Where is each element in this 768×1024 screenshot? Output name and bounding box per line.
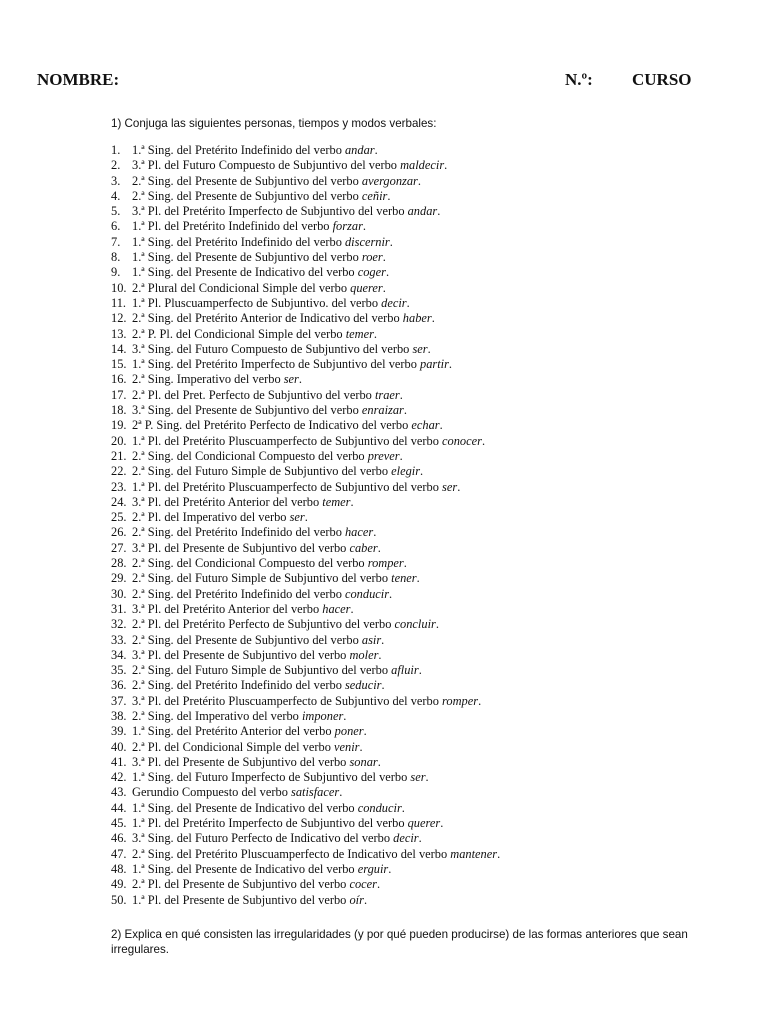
item-verb: ser [412,341,428,356]
item-verb: echar [411,418,440,433]
item-number: 9. [111,265,121,280]
item-number: 5. [111,204,121,219]
item-text: 1.ª Pl. del Pretérito Pluscuamperfecto de Subjuntivo del verbo [132,433,443,448]
item-text: 2.ª Sing. del Futuro Simple de Subjuntivo del verbo [132,571,392,586]
item-text: 2.ª Sing. Imperativo del verbo [132,372,284,387]
item-number: 34. [111,647,127,662]
item-end: . [381,678,385,693]
item-verb: querer [350,280,383,295]
item-number: 30. [111,586,127,601]
item-verb: hacer [322,601,351,616]
item-number: 33. [111,632,127,647]
item-end: . [385,265,390,280]
item-text: 2.ª Sing. del Condicional Compuesto del verbo [132,448,368,463]
item-number: 20. [111,433,127,448]
list-item [111,372,691,387]
item-verb: maldecir [400,158,445,173]
item-verb: asir [361,632,382,647]
item-verb: forzar [332,219,363,234]
item-text: 2.ª Pl. del Condicional Simple del verbo [132,739,334,754]
item-text: 2.ª Pl. del Pret. Perfecto de Subjuntivo del verbo [132,387,375,402]
list-item [111,755,691,770]
item-end: . [343,708,347,723]
list-item [111,801,691,816]
item-text: 2.ª Sing. del Futuro Simple de Subjuntivo del verbo [132,663,392,678]
item-text: 2.ª Pl. del Pretérito Perfecto de Subjuntivo del verbo [132,617,395,632]
item-number: 26. [111,525,127,540]
item-text: 1.ª Sing. del Presente de Subjuntivo del verbo [132,250,362,265]
item-end: . [418,663,422,678]
list-item [111,296,691,311]
item-end: . [362,219,367,234]
item-number: 44. [111,800,127,815]
list-item [111,633,691,648]
list-item [111,464,691,479]
item-text: 2.ª Sing. del Presente de Subjuntivo del verbo [132,632,362,647]
item-number: 18. [111,403,127,418]
item-number: 45. [111,816,127,831]
item-verb: ser [289,510,305,525]
list-item [111,724,691,739]
item-text: 3.ª Pl. del Pretérito Anterior del verbo [132,601,323,616]
item-number: 10. [111,280,127,295]
item-number: 48. [111,861,127,876]
list-item [111,816,691,831]
item-text: 3.ª Sing. del Presente de Subjuntivo del verbo [132,403,362,418]
item-end: . [373,525,377,540]
item-verb: satisfacer [291,785,340,800]
item-text: 3.ª Pl. del Presente de Subjuntivo del verbo [132,754,350,769]
item-verb: conducir [344,586,390,601]
item-end: . [339,785,343,800]
item-text: 2.ª Sing. del Pretérito Indefinido del verbo [132,586,345,601]
item-verb: enraizar [361,403,404,418]
item-verb: prever [367,448,400,463]
exercise-list [111,143,691,908]
list-item [111,403,691,418]
item-verb: conocer [442,433,482,448]
item-text: 1.ª Sing. del Pretérito Indefinido del verbo [132,143,345,157]
item-verb: roer [361,250,383,265]
item-end: . [389,586,393,601]
item-end: . [457,479,461,494]
item-text: 2.ª P. Pl. del Condicional Simple del verbo [132,326,346,341]
item-number: 38. [111,708,127,723]
item-number: 27. [111,540,127,555]
item-verb: decir [381,295,407,310]
item-text: 3.ª Pl. del Presente de Subjuntivo del verbo [132,647,350,662]
item-number: 15. [111,357,127,372]
list-item [111,541,691,556]
item-number: 4. [111,188,121,203]
item-number: 28. [111,556,127,571]
list-item [111,694,691,709]
item-number: 29. [111,571,127,586]
list-item [111,556,691,571]
item-verb: hacer [344,525,374,540]
item-verb: seducir [344,678,382,693]
list-item [111,571,691,586]
list-item [111,143,691,158]
item-end: . [399,387,403,402]
curso-label: CURSO [632,70,692,89]
item-text: 2.ª Sing. del Pretérito Anterior de Indicativo del verbo [132,311,403,326]
item-end: . [425,770,429,785]
item-end: . [439,418,443,433]
item-end: . [435,617,439,632]
item-end: . [377,540,381,555]
item-text: 3.ª Sing. del Futuro Perfecto de Indicativo del verbo [132,831,394,846]
item-end: . [417,173,421,188]
instruction-1: 1) Conjuga las siguientes personas, tiempos y modos verbales: [111,117,437,130]
item-number: 11. [111,295,127,310]
item-number: 42. [111,770,127,785]
item-text: 3.ª Sing. del Futuro Compuesto de Subjuntivo del verbo [132,341,413,356]
item-number: 50. [111,892,127,907]
item-number: 3. [111,173,121,188]
item-verb: discernir [344,234,390,249]
item-text: 3.ª Pl. del Presente de Subjuntivo del verbo [132,540,350,555]
item-verb: ser [442,479,458,494]
item-verb: andar [407,204,438,219]
list-item [111,831,691,846]
item-text: 3.ª Pl. del Pretérito Pluscuamperfecto de Subjuntivo del verbo [132,693,443,708]
item-end: . [304,510,308,525]
list-item [111,449,691,464]
item-number: 39. [111,724,127,739]
item-text: 2.ª Sing. del Condicional Compuesto del verbo [132,556,368,571]
list-item [111,281,691,296]
item-number: 32. [111,617,127,632]
item-end: . [378,647,382,662]
list-item [111,158,691,173]
item-verb: ser [283,372,299,387]
item-end: . [420,464,424,479]
item-end: . [381,632,385,647]
item-number: 17. [111,387,127,402]
item-verb: querer [407,816,441,831]
list-item [111,204,691,219]
list-item [111,648,691,663]
item-verb: venir [334,739,360,754]
list-item [111,327,691,342]
item-number: 8. [111,250,121,265]
item-end: . [389,234,393,249]
item-text: 3.ª Pl. del Pretérito Anterior del verbo [132,494,323,509]
item-end: . [359,739,363,754]
header [37,70,697,90]
list-item [111,480,691,495]
item-end: . [427,341,431,356]
list-item [111,174,691,189]
list-item [111,587,691,602]
list-item [111,342,691,357]
item-number: 14. [111,341,127,356]
item-verb: romper [442,693,479,708]
item-end: . [350,601,354,616]
item-number: 46. [111,831,127,846]
list-item [111,617,691,632]
item-text: 1.ª Sing. del Pretérito Anterior del verbo [132,724,335,739]
item-number: 41. [111,754,127,769]
list-item [111,250,691,265]
list-item [111,893,691,908]
item-text: 2.ª Sing. del Futuro Simple de Subjuntivo del verbo [132,464,392,479]
item-number: 19. [111,418,127,433]
item-text: 2.ª Sing. del Imperativo del verbo [132,708,302,723]
item-text: 1.ª Sing. del Presente de Indicativo del verbo [132,800,358,815]
list-item [111,847,691,862]
item-text: 3.ª Pl. del Futuro Compuesto de Subjuntivo del verbo [132,158,401,173]
list-item [111,219,691,234]
item-number: 22. [111,464,127,479]
item-end: . [377,877,381,892]
item-verb: caber [349,540,378,555]
list-item [111,434,691,449]
item-verb: oír [349,892,364,907]
item-end: . [399,448,403,463]
list-item [111,862,691,877]
item-end: . [377,754,381,769]
item-number: 31. [111,601,127,616]
list-item [111,235,691,250]
item-end: . [363,724,367,739]
item-text: 1.ª Sing. del Presente de Indicativo del verbo [132,861,358,876]
item-number: 13. [111,326,127,341]
item-end: . [497,846,501,861]
item-verb: andar [344,143,375,157]
item-text: 1.ª Pl. Pluscuamperfecto de Subjuntivo. del verbo [132,295,382,310]
item-verb: imponer [301,708,344,723]
item-verb: elegir [391,464,421,479]
item-text: 3.ª Pl. del Pretérito Imperfecto de Subjuntivo del verbo [132,204,408,219]
item-text: 2.ª Plural del Condicional Simple del verbo [132,280,351,295]
item-end: . [298,372,302,387]
item-verb: conducir [357,800,402,815]
item-number: 37. [111,693,127,708]
item-end: . [373,326,378,341]
item-end: . [388,861,392,876]
item-end: . [481,433,486,448]
list-item [111,265,691,280]
list-item [111,602,691,617]
item-verb: moler [349,647,379,662]
item-verb: temer [322,494,351,509]
list-item [111,877,691,892]
item-verb: partir [420,357,449,372]
item-number: 40. [111,739,127,754]
item-verb: mantener [450,846,498,861]
item-text: 1.ª Pl. del Pretérito Imperfecto de Subjuntivo del verbo [132,816,408,831]
item-end: . [403,403,407,418]
item-verb: ser [410,770,426,785]
item-number: 43. [111,785,127,800]
list-item [111,418,691,433]
item-end: . [387,188,391,203]
item-end: . [403,556,407,571]
item-end: . [350,494,354,509]
item-verb: haber [402,311,432,326]
item-verb: sonar [349,754,378,769]
list-item [111,510,691,525]
item-text: 1.ª Sing. del Futuro Imperfecto de Subjuntivo del verbo [132,770,411,785]
item-text: 1.ª Pl. del Pretérito Indefinido del verbo [132,219,333,234]
item-verb: temer [345,326,374,341]
item-verb: romper [367,556,404,571]
item-number: 24. [111,494,127,509]
item-text: Gerundio Compuesto del verbo [132,785,291,800]
item-number: 12. [111,311,127,326]
item-number: 1. [111,143,121,157]
item-end: . [406,295,410,310]
item-end: . [448,357,453,372]
item-end: . [418,831,422,846]
list-item [111,495,691,510]
item-number: 23. [111,479,127,494]
item-end: . [444,158,448,173]
nombre-label: NOMBRE: [37,70,120,89]
item-verb: cocer [349,877,378,892]
item-end: . [382,250,386,265]
item-text: 1.ª Pl. del Pretérito Pluscuamperfecto de Subjuntivo del verbo [132,479,443,494]
item-number: 6. [111,219,121,234]
item-number: 16. [111,372,127,387]
item-text: 2ª P. Sing. del Pretérito Perfecto de Indicativo del verbo [132,418,412,433]
item-number: 21. [111,448,127,463]
item-verb: ceñir [361,188,388,203]
item-verb: coger [357,265,386,280]
item-end: . [437,204,441,219]
item-text: 2.ª Pl. del Imperativo del verbo [132,510,290,525]
list-item [111,740,691,755]
list-item [111,678,691,693]
item-number: 2. [111,158,121,173]
list-item [111,311,691,326]
item-verb: poner [334,724,364,739]
item-text: 2.ª Sing. del Pretérito Indefinido del verbo [132,678,345,693]
list-item [111,663,691,678]
numero-label: N.º: [565,70,593,89]
item-verb: afluir [391,663,419,678]
item-end: . [440,816,444,831]
list-item [111,357,691,372]
list-item [111,785,691,800]
item-number: 7. [111,234,121,249]
item-verb: avergonzar [361,173,418,188]
item-text: 1.ª Pl. del Presente de Subjuntivo del verbo [132,892,350,907]
item-verb: erguir [357,861,389,876]
instruction-2: 2) Explica en qué consisten las irregularidades (y por qué pueden producirse) de las formas anteriores que sean irregulares. [111,928,688,956]
item-verb: traer [374,387,400,402]
item-number: 25. [111,510,127,525]
item-end: . [401,800,405,815]
item-number: 49. [111,877,127,892]
item-text: 2.ª Pl. del Presente de Subjuntivo del verbo [132,877,350,892]
item-end: . [431,311,435,326]
item-text: 2.ª Sing. del Presente de Subjuntivo del verbo [132,188,362,203]
item-verb: tener [391,571,417,586]
item-end: . [363,892,368,907]
item-text: 2.ª Sing. del Pretérito Indefinido del verbo [132,525,345,540]
item-text: 1.ª Sing. del Presente de Indicativo del verbo [132,265,358,280]
item-number: 35. [111,663,127,678]
list-item [111,189,691,204]
item-text: 2.ª Sing. del Presente de Subjuntivo del verbo [132,173,362,188]
item-number: 47. [111,846,127,861]
item-verb: concluir [394,617,436,632]
list-item [111,709,691,724]
list-item [111,388,691,403]
list-item [111,525,691,540]
item-text: 1.ª Sing. del Pretérito Indefinido del verbo [132,234,345,249]
item-end: . [374,143,378,157]
item-end: . [478,693,482,708]
item-end: . [382,280,386,295]
item-text: 2.ª Sing. del Pretérito Pluscuamperfecto de Indicativo del verbo [132,846,451,861]
item-number: 36. [111,678,127,693]
item-verb: decir [393,831,419,846]
item-text: 1.ª Sing. del Pretérito Imperfecto de Subjuntivo del verbo [132,357,420,372]
item-end: . [416,571,420,586]
list-item [111,770,691,785]
